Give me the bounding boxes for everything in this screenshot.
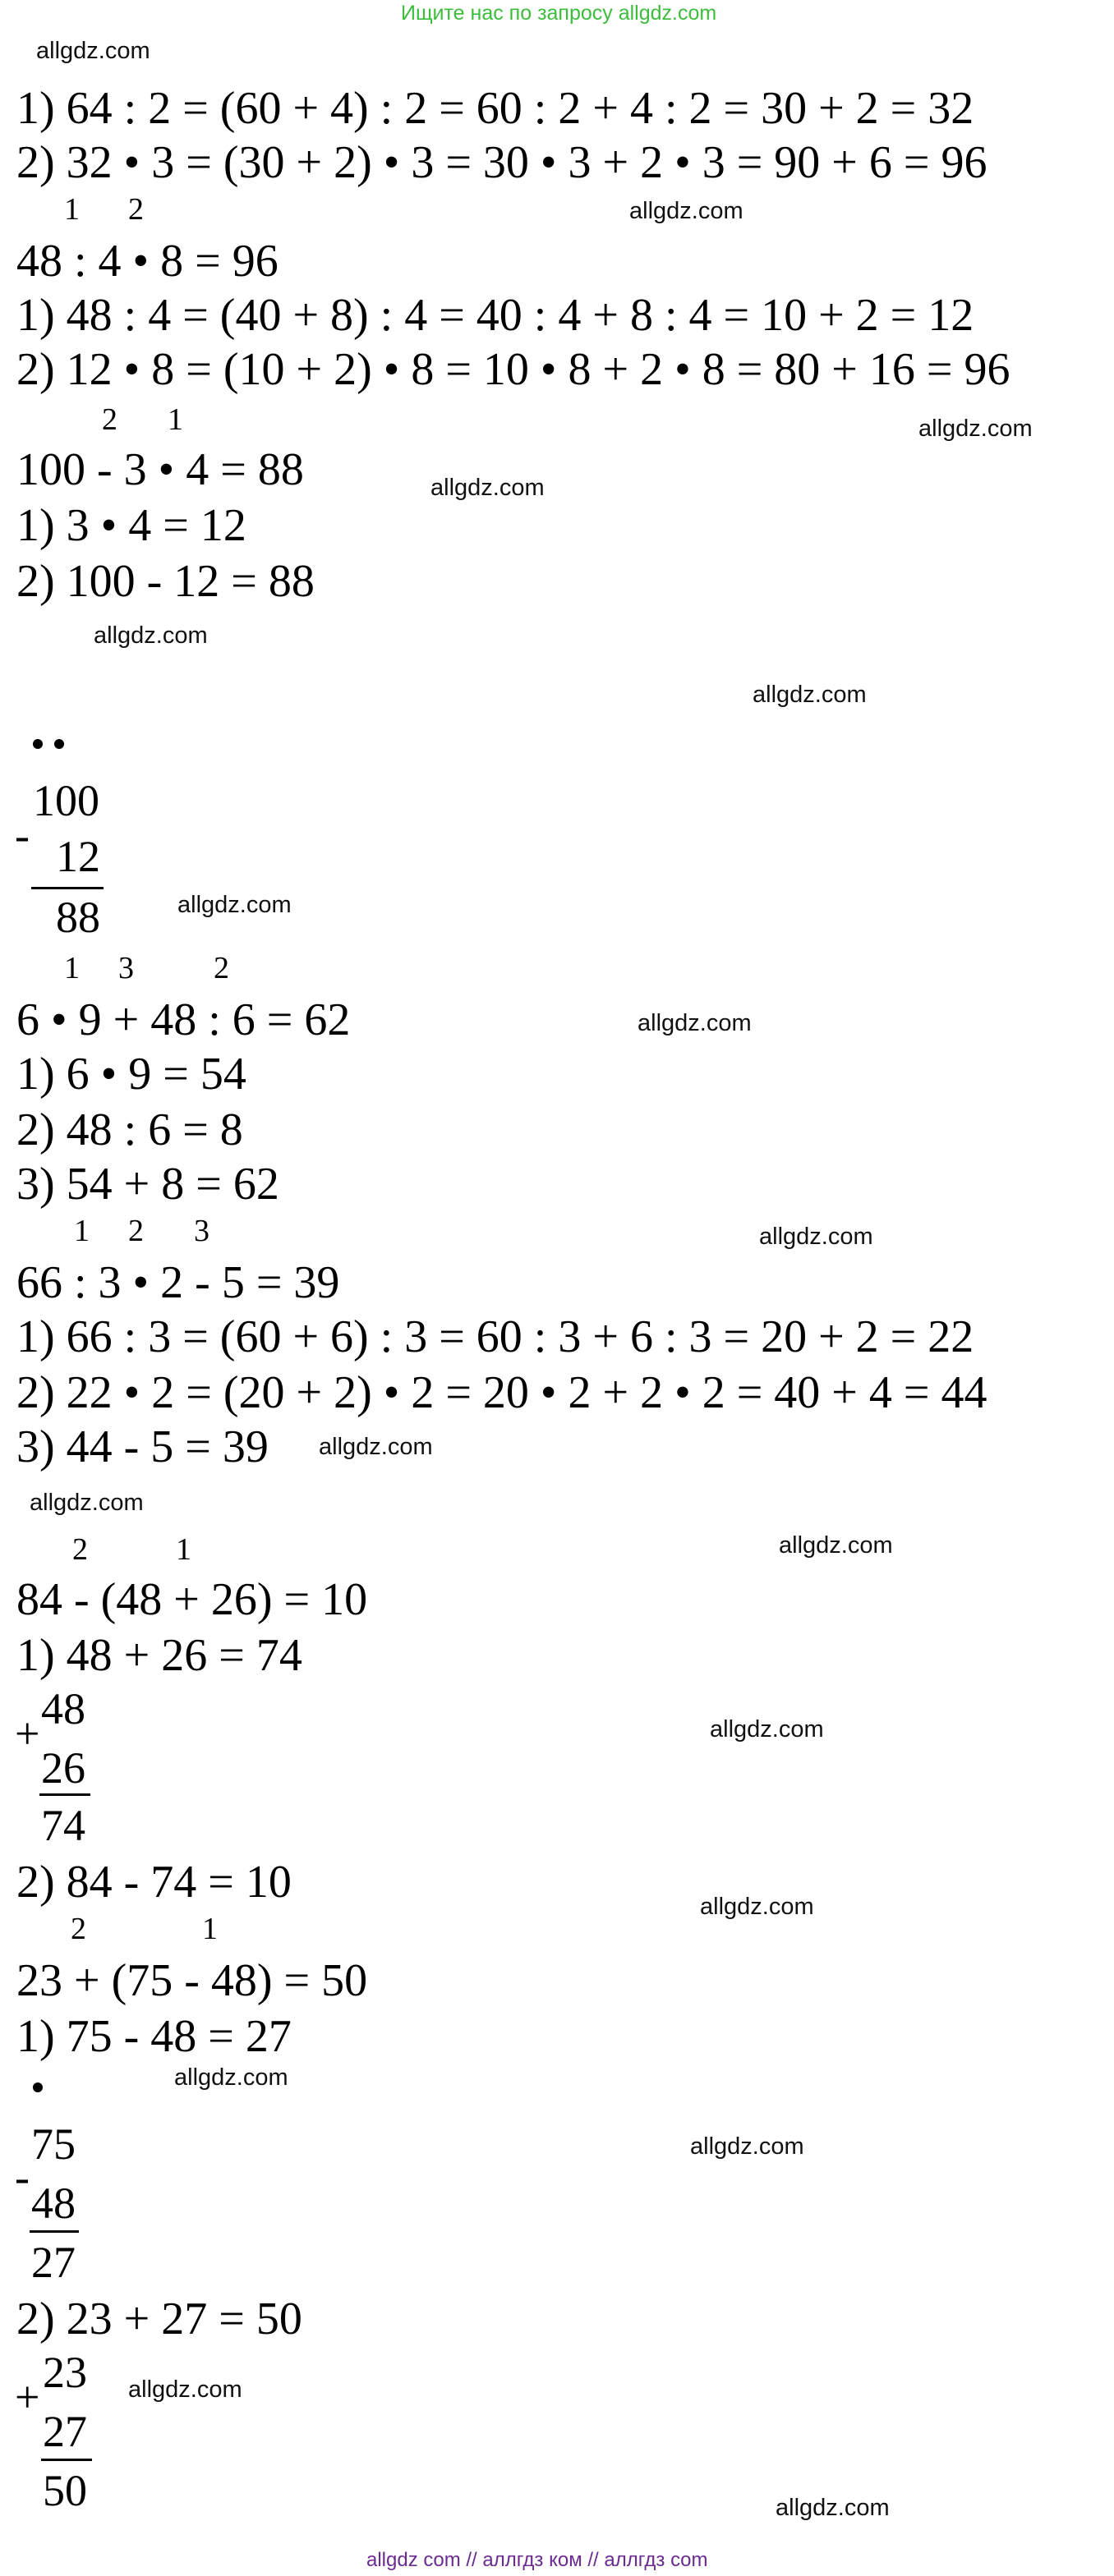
- order-mark: 1: [64, 951, 80, 985]
- watermark: allgdz.com: [759, 1224, 873, 1250]
- expression: 66 : 3 • 2 - 5 = 39: [16, 1257, 340, 1308]
- watermark: allgdz.com: [36, 38, 150, 64]
- watermark: allgdz.com: [30, 1490, 144, 1516]
- borrow-dot: [33, 2082, 43, 2092]
- column-rule: [30, 2230, 79, 2233]
- column-rule: [41, 2459, 92, 2461]
- order-mark: 1: [168, 402, 183, 437]
- order-mark: 3: [118, 951, 134, 985]
- difference: 27: [31, 2238, 76, 2287]
- addend: 26: [41, 1743, 85, 1793]
- plus-sign: +: [15, 1709, 40, 1758]
- difference: 88: [56, 893, 100, 942]
- borrow-dot: [33, 739, 43, 749]
- order-mark: 1: [64, 192, 80, 227]
- solution-line: 3) 44 - 5 = 39: [16, 1421, 269, 1472]
- sum: 74: [41, 1801, 85, 1850]
- expression: 84 - (48 + 26) = 10: [16, 1574, 368, 1625]
- promo-banner[interactable]: Ищите нас по запросу allgdz.com: [401, 2, 717, 25]
- minuend: 75: [31, 2119, 76, 2169]
- column-rule: [39, 1793, 90, 1796]
- watermark: allgdz.com: [94, 622, 208, 649]
- expression: 6 • 9 + 48 : 6 = 62: [16, 994, 351, 1045]
- expression: 23 + (75 - 48) = 50: [16, 1955, 368, 2006]
- solution-line: 2) 84 - 74 = 10: [16, 1857, 292, 1908]
- solution-line: 3) 54 + 8 = 62: [16, 1159, 279, 1210]
- watermark: allgdz.com: [710, 1716, 824, 1743]
- order-mark: 3: [194, 1214, 209, 1248]
- order-mark: 2: [102, 402, 117, 437]
- solution-line: 1) 48 + 26 = 74: [16, 1630, 302, 1681]
- minuend: 100: [33, 776, 99, 825]
- watermark: allgdz.com: [177, 892, 292, 918]
- subtrahend: 12: [56, 832, 100, 881]
- solution-line: 1) 6 • 9 = 54: [16, 1049, 246, 1100]
- watermark: allgdz.com: [690, 2133, 804, 2160]
- addend: 23: [43, 2348, 87, 2397]
- watermark: allgdz.com: [638, 1010, 752, 1036]
- subtrahend: 48: [31, 2179, 76, 2228]
- watermark: allgdz.com: [319, 1434, 433, 1460]
- expression: 100 - 3 • 4 = 88: [16, 444, 304, 495]
- watermark: allgdz.com: [629, 198, 743, 224]
- watermark: allgdz.com: [128, 2376, 242, 2403]
- solution-line: 1) 3 • 4 = 12: [16, 500, 246, 551]
- solution-line: 2) 12 • 8 = (10 + 2) • 8 = 10 • 8 + 2 • 8 = 80 + 16 = 96: [16, 344, 1010, 395]
- watermark: allgdz.com: [174, 2064, 288, 2091]
- watermark: allgdz.com: [779, 1532, 893, 1559]
- minus-sign: -: [15, 2152, 30, 2202]
- watermark: allgdz.com: [430, 475, 545, 501]
- order-mark: 2: [128, 1214, 144, 1248]
- watermark: allgdz.com: [753, 682, 867, 708]
- order-mark: 1: [74, 1214, 90, 1248]
- solution-line: 2) 100 - 12 = 88: [16, 556, 315, 607]
- order-mark: 2: [214, 951, 229, 985]
- solution-line: 2) 22 • 2 = (20 + 2) • 2 = 20 • 2 + 2 • 2 = 40 + 4 = 44: [16, 1367, 987, 1418]
- solution-line: 1) 66 : 3 = (60 + 6) : 3 = 60 : 3 + 6 : 3 = 20 + 2 = 22: [16, 1311, 974, 1362]
- solution-line: 2) 48 : 6 = 8: [16, 1104, 243, 1155]
- footer-links[interactable]: allgdz com // аллгдз ком // аллгдз com: [366, 2549, 708, 2571]
- order-mark: 2: [128, 192, 144, 227]
- order-mark: 2: [72, 1532, 88, 1567]
- plus-sign: +: [15, 2372, 40, 2422]
- solution-line: 1) 64 : 2 = (60 + 4) : 2 = 60 : 2 + 4 : 2 = 30 + 2 = 32: [16, 83, 974, 134]
- order-mark: 1: [202, 1912, 218, 1946]
- watermark: allgdz.com: [700, 1894, 814, 1920]
- solution-line: 1) 48 : 4 = (40 + 8) : 4 = 40 : 4 + 8 : 4 = 10 + 2 = 12: [16, 290, 974, 341]
- sum: 50: [43, 2466, 87, 2515]
- addend: 27: [43, 2407, 87, 2456]
- solution-line: 2) 32 • 3 = (30 + 2) • 3 = 30 • 3 + 2 • 3 = 90 + 6 = 96: [16, 137, 987, 188]
- expression: 48 : 4 • 8 = 96: [16, 236, 278, 287]
- minus-sign: -: [15, 810, 30, 860]
- borrow-dot: [54, 739, 64, 749]
- watermark: allgdz.com: [918, 416, 1033, 442]
- solution-line: 2) 23 + 27 = 50: [16, 2294, 302, 2344]
- solution-line: 1) 75 - 48 = 27: [16, 2011, 292, 2062]
- order-mark: 2: [71, 1912, 86, 1946]
- addend: 48: [41, 1684, 85, 1733]
- order-mark: 1: [176, 1532, 191, 1567]
- watermark: allgdz.com: [776, 2495, 890, 2521]
- column-rule: [31, 887, 104, 889]
